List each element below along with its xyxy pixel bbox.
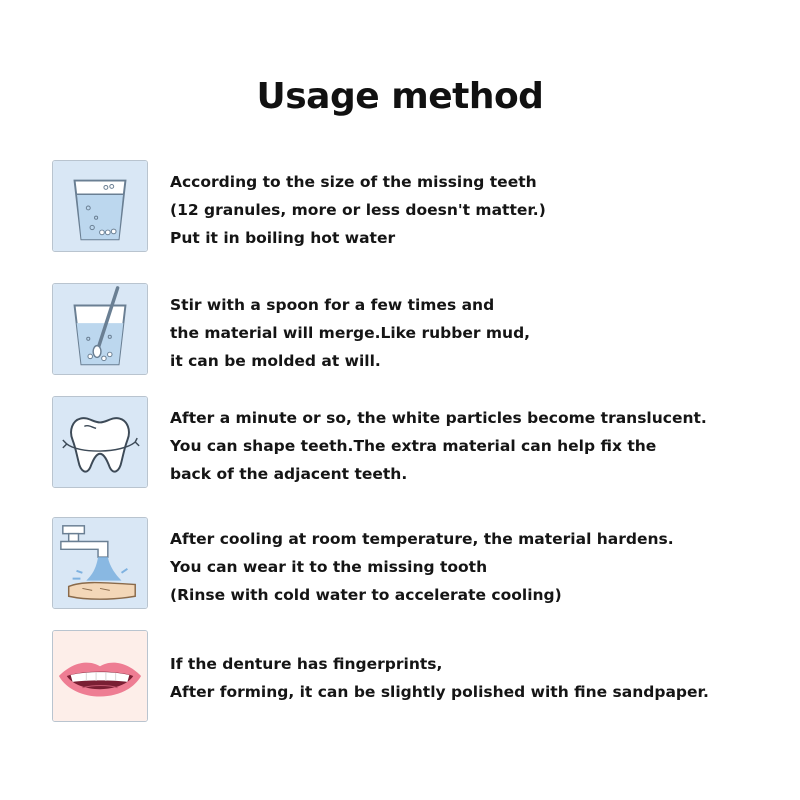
faucet-rinse-icon	[52, 517, 148, 609]
step-2	[52, 283, 772, 379]
step-text-line: You can shape teeth.The extra material can help fix the	[170, 437, 657, 455]
step-text-line: After forming, it can be slightly polished with fine sandpaper.	[170, 683, 709, 701]
step-text-line: Put it in boiling hot water	[170, 229, 396, 247]
step-text-line: back of the adjacent teeth.	[170, 465, 408, 483]
step-5-text	[170, 650, 770, 706]
smile-lips-icon	[52, 630, 148, 722]
step-2-text	[170, 291, 770, 375]
step-text-line: it can be molded at will.	[170, 352, 381, 370]
step-text-line: According to the size of the missing teeth	[170, 173, 537, 191]
tooth-icon	[52, 396, 148, 488]
step-text-line: the material will merge.Like rubber mud,	[170, 324, 531, 342]
step-5	[52, 630, 772, 726]
step-text-line: (Rinse with cold water to accelerate cooling)	[170, 586, 562, 604]
step-text-line: If the denture has fingerprints,	[170, 655, 443, 673]
step-4-text	[170, 525, 770, 609]
step-text-line: After cooling at room temperature, the material hardens.	[170, 530, 674, 548]
step-text-line: You can wear it to the missing tooth	[170, 558, 488, 576]
step-text-line: After a minute or so, the white particles become translucent.	[170, 409, 707, 427]
step-3	[52, 396, 772, 492]
page-title: Usage method	[256, 76, 544, 117]
stirring-spoon-icon	[52, 283, 148, 375]
step-1	[52, 160, 772, 256]
step-3-text	[170, 404, 770, 488]
step-1-text	[170, 168, 770, 252]
step-4	[52, 517, 772, 613]
step-text-line: (12 granules, more or less doesn't matter.)	[170, 201, 546, 219]
water-glass-icon	[52, 160, 148, 252]
step-text-line: Stir with a spoon for a few times and	[170, 296, 495, 314]
